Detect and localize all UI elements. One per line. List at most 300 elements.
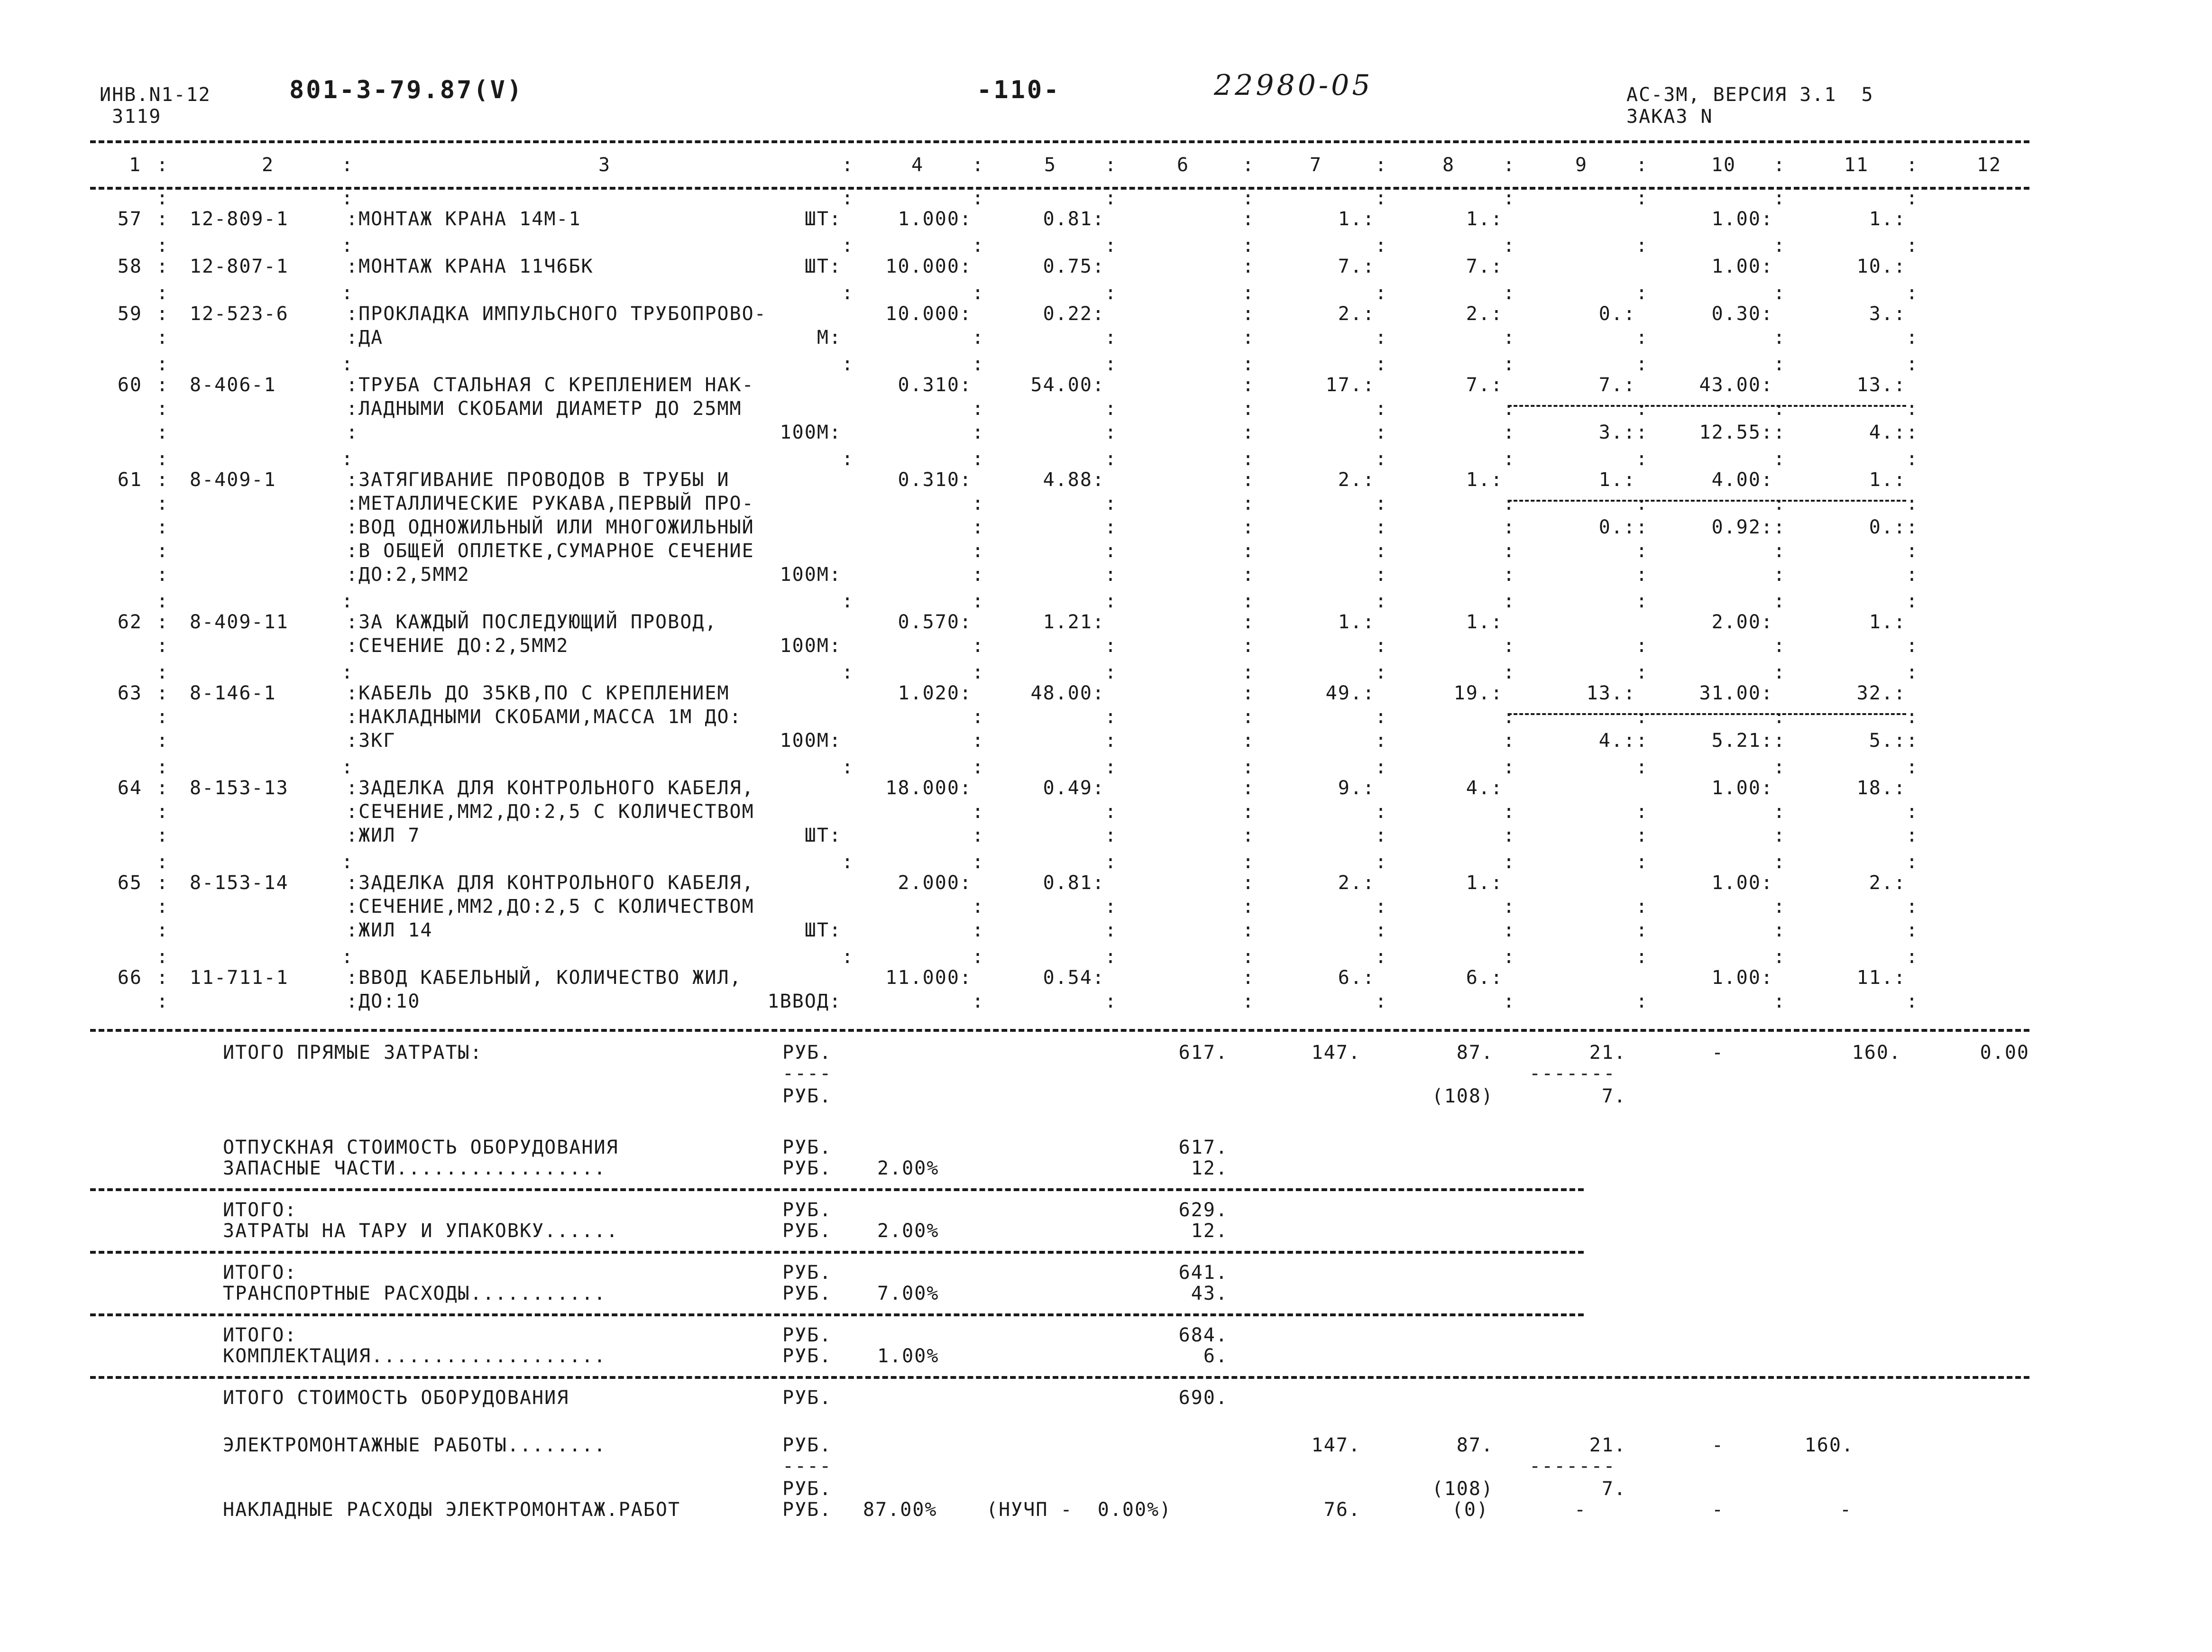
column-separator: : xyxy=(1242,398,1255,420)
row-cost: 9.: xyxy=(1338,777,1375,799)
sub-dash: ------- xyxy=(1529,1063,1616,1084)
overhead-col11: - xyxy=(1840,1499,1853,1521)
row-description: :МОНТАЖ КРАНА 11Ч6БК xyxy=(346,256,594,277)
sub-row-rule xyxy=(1508,405,1906,407)
column-separator: : xyxy=(972,540,985,562)
row-cost: 1.: xyxy=(1338,611,1375,633)
equipment-total-rule xyxy=(90,1376,2029,1379)
transport-label: ТРАНСПОРТНЫЕ РАСХОДЫ........... xyxy=(223,1283,606,1304)
row-machines-sub: 4.: xyxy=(1598,730,1636,752)
row-unit: ШТ: xyxy=(804,919,842,941)
row-number: 66 xyxy=(117,967,142,989)
row-unit: 1ВВОД: xyxy=(767,991,842,1012)
row-description: :НАКЛАДНЫМИ СКОБАМИ,МАССА 1М ДО: xyxy=(346,706,742,728)
column-separator: : xyxy=(1773,540,1786,562)
column-separator: : xyxy=(1906,540,1919,562)
column-separator: : xyxy=(1636,187,1649,209)
column-separator: : xyxy=(1636,730,1649,752)
currency-label: РУБ. xyxy=(782,1478,832,1500)
currency-label: РУБ. xyxy=(782,1434,832,1456)
column-separator: : xyxy=(1242,353,1255,375)
column-separator: : xyxy=(156,187,169,209)
column-separator: : xyxy=(1503,353,1516,375)
column-header: 11 xyxy=(1844,154,1869,176)
column-separator: : xyxy=(1105,590,1118,612)
row-labour: 7.: xyxy=(1466,374,1503,396)
currency-label: РУБ. xyxy=(782,1283,832,1304)
row-code: 12-523-6 xyxy=(190,303,289,325)
column-header: 8 xyxy=(1442,154,1455,176)
column-separator: : xyxy=(1773,235,1786,257)
row-labour-hours-sub: 0.: xyxy=(1869,516,1906,538)
column-separator: : xyxy=(1503,448,1516,470)
column-separator: : xyxy=(1636,448,1649,470)
electrical-col9: 21. xyxy=(1589,1434,1626,1456)
column-separator: : xyxy=(1503,756,1516,778)
row-labour: 1.: xyxy=(1466,611,1503,633)
column-separator: : xyxy=(1375,154,1388,176)
column-separator: : xyxy=(341,756,354,778)
column-separator: : xyxy=(156,967,169,989)
column-separator: : xyxy=(1636,590,1649,612)
column-separator: : xyxy=(1906,235,1919,257)
column-separator: : xyxy=(1773,154,1786,176)
column-separator: : xyxy=(1242,896,1255,918)
column-separator: : xyxy=(1375,327,1388,349)
column-separator: : xyxy=(1773,327,1786,349)
column-separator: : xyxy=(1375,398,1388,420)
row-coefficient: 2.00: xyxy=(1711,611,1773,633)
column-separator: : xyxy=(156,590,169,612)
column-separator: : xyxy=(1906,282,1919,304)
equipment-label: ОТПУСКНАЯ СТОИМОСТЬ ОБОРУДОВАНИЯ xyxy=(223,1137,619,1158)
column-separator: : xyxy=(341,590,354,612)
column-separator: : xyxy=(1375,235,1388,257)
column-separator: : xyxy=(1105,327,1118,349)
column-separator: : xyxy=(1636,661,1649,683)
column-separator: : xyxy=(1906,564,1919,586)
column-separator: : xyxy=(1242,730,1255,752)
column-header: 10 xyxy=(1711,154,1736,176)
column-separator: : xyxy=(842,282,854,304)
overhead-nuchp: (НУЧП - 0.00%) xyxy=(986,1499,1172,1521)
column-separator: : xyxy=(156,235,169,257)
column-separator: : xyxy=(1906,919,1919,941)
row-unit: 100М: xyxy=(780,564,842,586)
packing-label: ЗАТРАТЫ НА ТАРУ И УПАКОВКУ...... xyxy=(223,1220,619,1242)
row-description: :ДО:10 xyxy=(346,991,421,1012)
column-separator: : xyxy=(972,493,985,514)
column-separator: : xyxy=(1636,896,1649,918)
column-separator: : xyxy=(1636,635,1649,657)
direct-col12: 0.00 xyxy=(1980,1042,2029,1064)
column-separator: : xyxy=(341,353,354,375)
column-separator: : xyxy=(972,448,985,470)
column-separator: : xyxy=(842,353,854,375)
direct-col9: 21. xyxy=(1589,1042,1626,1064)
column-separator: : xyxy=(1773,851,1786,873)
column-separator: : xyxy=(1773,946,1786,968)
column-separator: : xyxy=(1773,516,1786,538)
column-separator: : xyxy=(156,422,169,443)
subtotal-rule xyxy=(90,1188,1584,1191)
row-quantity: 1.020: xyxy=(898,682,972,704)
row-labour-hours: 1.: xyxy=(1869,208,1906,230)
column-separator: : xyxy=(1636,706,1649,728)
column-separator: : xyxy=(1375,564,1388,586)
column-separator: : xyxy=(1105,282,1118,304)
column-separator: : xyxy=(1636,756,1649,778)
row-cost: 7.: xyxy=(1338,256,1375,277)
currency-dash: ---- xyxy=(782,1455,832,1477)
overhead-percent: 87.00% xyxy=(863,1499,937,1521)
column-separator: : xyxy=(1242,448,1255,470)
row-quantity: 1.000: xyxy=(898,208,972,230)
direct-sub-col9: 7. xyxy=(1601,1085,1626,1107)
column-separator: : xyxy=(1242,611,1255,633)
row-code: 11-711-1 xyxy=(190,967,289,989)
column-separator: : xyxy=(972,706,985,728)
column-separator: : xyxy=(156,991,169,1012)
column-separator: : xyxy=(1503,706,1516,728)
row-labour: 19.: xyxy=(1453,682,1503,704)
column-separator: : xyxy=(341,946,354,968)
column-separator: : xyxy=(1105,353,1118,375)
row-quantity: 0.310: xyxy=(898,469,972,491)
column-separator: : xyxy=(1773,422,1786,443)
row-quantity: 2.000: xyxy=(898,872,972,894)
row-coefficient-sub: 5.21: xyxy=(1711,730,1773,752)
row-code: 8-153-13 xyxy=(190,777,289,799)
column-separator: : xyxy=(1105,540,1118,562)
row-cost: 2.: xyxy=(1338,872,1375,894)
inv-label: ИНВ.N1-12 xyxy=(100,84,211,106)
row-machines: 1.: xyxy=(1598,469,1636,491)
row-number: 61 xyxy=(117,469,142,491)
row-description: :ЗАДЕЛКА ДЛЯ КОНТРОЛЬНОГО КАБЕЛЯ, xyxy=(346,777,754,799)
row-labour-hours: 11.: xyxy=(1856,967,1906,989)
handwritten-number: 22980-05 xyxy=(1214,69,1373,102)
column-separator: : xyxy=(1105,235,1118,257)
row-unit: 100М: xyxy=(780,635,842,657)
row-unit: 100М: xyxy=(780,730,842,752)
equipment-total-value: 690. xyxy=(1178,1387,1228,1409)
column-separator: : xyxy=(156,327,169,349)
column-separator: : xyxy=(972,516,985,538)
column-separator: : xyxy=(1773,801,1786,823)
row-labour: 1.: xyxy=(1466,872,1503,894)
column-separator: : xyxy=(972,187,985,209)
row-description: :ВОД ОДНОЖИЛЬНЫЙ ИЛИ МНОГОЖИЛЬНЫЙ xyxy=(346,516,754,538)
transport-value: 43. xyxy=(1191,1283,1228,1304)
row-description: :ЖИЛ 7 xyxy=(346,825,421,846)
column-separator: : xyxy=(1906,706,1919,728)
column-separator: : xyxy=(156,896,169,918)
column-separator: : xyxy=(972,991,985,1012)
subtotal-rule xyxy=(90,1313,1584,1316)
column-separator: : xyxy=(1242,661,1255,683)
row-labour: 2.: xyxy=(1466,303,1503,325)
column-separator: : xyxy=(1906,801,1919,823)
column-separator: : xyxy=(1375,730,1388,752)
column-separator: : xyxy=(156,661,169,683)
row-number: 65 xyxy=(117,872,142,894)
column-separator: : xyxy=(1636,235,1649,257)
row-description: :СЕЧЕНИЕ,ММ2,ДО:2,5 С КОЛИЧЕСТВОМ xyxy=(346,801,754,823)
column-separator: : xyxy=(1375,540,1388,562)
row-description: :ЛАДНЫМИ СКОБАМИ ДИАМЕТР ДО 25ММ xyxy=(346,398,742,420)
column-separator: : xyxy=(1636,851,1649,873)
column-separator: : xyxy=(1636,282,1649,304)
row-description: :ДА xyxy=(346,327,384,349)
column-separator: : xyxy=(1375,282,1388,304)
column-separator: : xyxy=(1503,730,1516,752)
column-header: 4 xyxy=(911,154,924,176)
column-separator: : xyxy=(1242,540,1255,562)
column-separator: : xyxy=(1503,154,1516,176)
column-separator: : xyxy=(1242,256,1255,277)
row-labour-hours: 1.: xyxy=(1869,469,1906,491)
row-number: 63 xyxy=(117,682,142,704)
row-description: :КАБЕЛЬ ДО 35КВ,ПО С КРЕПЛЕНИЕМ xyxy=(346,682,730,704)
column-separator: : xyxy=(972,154,985,176)
column-separator: : xyxy=(1503,422,1516,443)
row-description: :ДО:2,5ММ2 xyxy=(346,564,470,586)
column-separator: : xyxy=(1636,516,1649,538)
column-separator: : xyxy=(156,469,169,491)
column-separator: : xyxy=(1906,398,1919,420)
row-description: :ЗА КАЖДЫЙ ПОСЛЕДУЮЩИЙ ПРОВОД, xyxy=(346,611,717,633)
column-separator: : xyxy=(1242,516,1255,538)
row-coefficient: 4.00: xyxy=(1711,469,1773,491)
direct-col11: 160. xyxy=(1852,1042,1901,1064)
column-separator: : xyxy=(1773,756,1786,778)
column-separator: : xyxy=(1503,825,1516,846)
inv-number: 3119 xyxy=(112,106,162,128)
column-separator: : xyxy=(341,187,354,209)
column-separator: : xyxy=(1242,635,1255,657)
column-separator: : xyxy=(1906,353,1919,375)
column-separator: : xyxy=(1375,991,1388,1012)
electrical-works-label: ЭЛЕКТРОМОНТАЖНЫЕ РАБОТЫ........ xyxy=(223,1434,606,1456)
column-separator: : xyxy=(156,756,169,778)
equipment-value: 617. xyxy=(1178,1137,1228,1158)
spare-parts-percent: 2.00% xyxy=(877,1157,939,1179)
column-separator: : xyxy=(1105,564,1118,586)
column-header: 3 xyxy=(598,154,611,176)
column-separator: : xyxy=(1242,235,1255,257)
currency-label: РУБ. xyxy=(782,1324,832,1346)
column-separator: : xyxy=(156,303,169,325)
column-separator: : xyxy=(341,154,354,176)
column-separator: : xyxy=(1105,946,1118,968)
column-separator: : xyxy=(1636,398,1649,420)
column-separator: : xyxy=(1773,919,1786,941)
row-quantity: 18.000: xyxy=(885,777,972,799)
column-separator: : xyxy=(1773,661,1786,683)
column-separator: : xyxy=(972,327,985,349)
column-separator: : xyxy=(1242,422,1255,443)
column-separator: : xyxy=(156,872,169,894)
column-separator: : xyxy=(156,540,169,562)
column-separator: : xyxy=(156,611,169,633)
row-coefficient-sub: 12.55: xyxy=(1699,422,1773,443)
row-unit: ШТ: xyxy=(804,208,842,230)
column-separator: : xyxy=(1906,422,1919,443)
column-separator: : xyxy=(1242,946,1255,968)
row-coefficient: 1.00: xyxy=(1711,872,1773,894)
complect-value: 6. xyxy=(1203,1345,1228,1367)
column-header: 5 xyxy=(1044,154,1057,176)
column-separator: : xyxy=(1773,590,1786,612)
column-separator: : xyxy=(1105,448,1118,470)
row-description: :ЗАДЕЛКА ДЛЯ КОНТРОЛЬНОГО КАБЕЛЯ, xyxy=(346,872,754,894)
column-separator: : xyxy=(972,235,985,257)
column-separator: : xyxy=(1105,730,1118,752)
column-separator: : xyxy=(1503,398,1516,420)
spare-parts-value: 12. xyxy=(1191,1157,1228,1179)
row-coefficient: 1.00: xyxy=(1711,967,1773,989)
column-separator: : xyxy=(1242,374,1255,396)
row-cost: 49.: xyxy=(1325,682,1375,704)
column-separator: : xyxy=(972,946,985,968)
column-separator: : xyxy=(1242,706,1255,728)
column-separator: : xyxy=(1503,590,1516,612)
column-separator: : xyxy=(1636,422,1649,443)
column-separator: : xyxy=(1906,493,1919,514)
subtotal-value: 629. xyxy=(1178,1199,1228,1221)
summary-rule xyxy=(90,1029,2029,1032)
column-separator: : xyxy=(972,590,985,612)
row-machines: 0.: xyxy=(1598,303,1636,325)
currency-label: РУБ. xyxy=(782,1499,832,1521)
column-separator: : xyxy=(1375,825,1388,846)
electrical-col8: 87. xyxy=(1456,1434,1494,1456)
row-description: :ПРОКЛАДКА ИМПУЛЬСНОГО ТРУБОПРОВО- xyxy=(346,303,767,325)
column-separator: : xyxy=(1773,706,1786,728)
row-unit-price: 0.75: xyxy=(1043,256,1105,277)
column-header: 12 xyxy=(1976,154,2002,176)
column-separator: : xyxy=(842,154,854,176)
row-machines-sub: 3.: xyxy=(1598,422,1636,443)
column-separator: : xyxy=(1375,661,1388,683)
column-separator: : xyxy=(1503,991,1516,1012)
column-separator: : xyxy=(1773,398,1786,420)
row-machines-sub: 0.: xyxy=(1598,516,1636,538)
column-separator: : xyxy=(1503,282,1516,304)
column-separator: : xyxy=(1375,187,1388,209)
column-separator: : xyxy=(156,946,169,968)
column-separator: : xyxy=(1906,730,1919,752)
subtotal-label: ИТОГО: xyxy=(223,1324,297,1346)
column-separator: : xyxy=(1636,493,1649,514)
row-description: :СЕЧЕНИЕ ДО:2,5ММ2 xyxy=(346,635,569,657)
row-unit-price: 0.22: xyxy=(1043,303,1105,325)
row-quantity: 0.310: xyxy=(898,374,972,396)
column-separator: : xyxy=(1105,801,1118,823)
direct-col8: 87. xyxy=(1456,1042,1494,1064)
column-separator: : xyxy=(1242,469,1255,491)
column-separator: : xyxy=(156,493,169,514)
row-cost: 1.: xyxy=(1338,208,1375,230)
column-separator: : xyxy=(1242,967,1255,989)
column-separator: : xyxy=(842,448,854,470)
column-separator: : xyxy=(1773,564,1786,586)
column-separator: : xyxy=(1906,327,1919,349)
column-separator: : xyxy=(842,851,854,873)
row-code: 8-409-1 xyxy=(190,469,276,491)
column-separator: : xyxy=(1375,422,1388,443)
column-separator: : xyxy=(1773,825,1786,846)
currency-label: РУБ. xyxy=(782,1262,832,1284)
column-separator: : xyxy=(1636,353,1649,375)
row-unit-price: 0.49: xyxy=(1043,777,1105,799)
column-separator: : xyxy=(1636,919,1649,941)
column-separator: : xyxy=(1773,493,1786,514)
column-separator: : xyxy=(1242,801,1255,823)
row-description: :В ОБЩЕЙ ОПЛЕТКЕ,СУМАРНОЕ СЕЧЕНИЕ xyxy=(346,540,754,562)
column-separator: : xyxy=(156,398,169,420)
column-header: 1 xyxy=(128,154,142,176)
column-separator: : xyxy=(156,282,169,304)
row-labour-hours: 2.: xyxy=(1869,872,1906,894)
header-rule xyxy=(90,187,2029,190)
column-separator: : xyxy=(1105,991,1118,1012)
overhead-col9: - xyxy=(1574,1499,1587,1521)
currency-label: РУБ. xyxy=(782,1345,832,1367)
column-separator: : xyxy=(1636,946,1649,968)
column-separator: : xyxy=(1242,777,1255,799)
column-separator: : xyxy=(1242,187,1255,209)
row-labour-hours: 32.: xyxy=(1856,682,1906,704)
column-separator: : xyxy=(1636,825,1649,846)
column-separator: : xyxy=(1242,303,1255,325)
column-header: 6 xyxy=(1176,154,1190,176)
column-separator: : xyxy=(341,282,354,304)
column-separator: : xyxy=(1375,635,1388,657)
row-cost: 6.: xyxy=(1338,967,1375,989)
row-number: 59 xyxy=(117,303,142,325)
column-separator: : xyxy=(156,635,169,657)
row-unit-price: 0.81: xyxy=(1043,208,1105,230)
column-separator: : xyxy=(1906,448,1919,470)
column-separator: : xyxy=(1105,896,1118,918)
row-coefficient-sub: 0.92: xyxy=(1711,516,1773,538)
column-separator: : xyxy=(1773,282,1786,304)
currency-label: РУБ. xyxy=(782,1220,832,1242)
column-separator: : xyxy=(1375,801,1388,823)
row-number: 58 xyxy=(117,256,142,277)
sub-row-rule xyxy=(1508,713,1906,715)
column-separator: : xyxy=(1773,635,1786,657)
row-description: :ЗАТЯГИВАНИЕ ПРОВОДОВ В ТРУБЫ И xyxy=(346,469,730,491)
column-separator: : xyxy=(1105,493,1118,514)
row-quantity: 10.000: xyxy=(885,303,972,325)
column-separator: : xyxy=(972,422,985,443)
column-separator: : xyxy=(1773,991,1786,1012)
row-coefficient: 31.00: xyxy=(1699,682,1773,704)
column-separator: : xyxy=(1242,564,1255,586)
row-machines: 13.: xyxy=(1586,682,1636,704)
column-separator: : xyxy=(972,564,985,586)
row-machines: 7.: xyxy=(1598,374,1636,396)
column-separator: : xyxy=(1375,590,1388,612)
column-separator: : xyxy=(1773,896,1786,918)
column-separator: : xyxy=(1105,422,1118,443)
column-separator: : xyxy=(1242,590,1255,612)
column-separator: : xyxy=(1375,516,1388,538)
column-separator: : xyxy=(1105,756,1118,778)
